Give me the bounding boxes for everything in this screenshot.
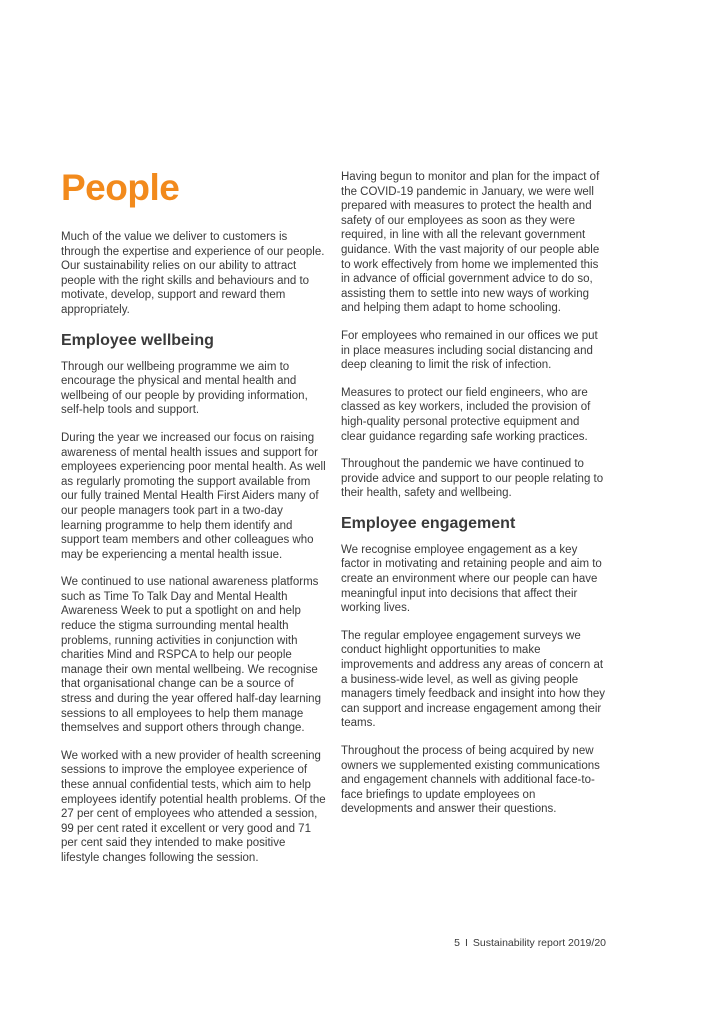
body-paragraph: For employees who remained in our offices we put in place measures including social distancing and deep cleaning to limit the risk of infection.	[341, 329, 598, 372]
body-paragraph: During the year we increased our focus on raising awareness of mental health issues and support for employees experiencing poor mental health. As well as regularly promoting the support available from our fully trained Mental Health First Aiders many of our people managers took part in a two-day learning programme to help them identify and support team members and other colleagues who may be experiencing a mental health issue.	[61, 431, 326, 561]
body-paragraph: The regular employee engagement surveys we conduct highlight opportunities to make improvements and address any areas of concern at a business-wide level, as well as giving people managers timely feedback and insight into how they can support and increase engagement among their teams.	[341, 629, 606, 730]
body-paragraph: Measures to protect our field engineers, who are classed as key workers, included the provision of high-quality personal protective equipment and clear guidance regarding safe working practices.	[341, 386, 591, 443]
page-title: People	[61, 167, 180, 208]
body-paragraph: Throughout the process of being acquired by new owners we supplemented existing communications and engagement channels with additional face-to-face briefings to update employees on developments and answer their questions.	[341, 745, 600, 816]
body-paragraph: We continued to use national awareness platforms such as Time To Talk Day and Mental Health Awareness Week to put a spotlight on and help reduce the stigma surrounding mental health problems, running activities in conjunction with charities Mind and RSPCA to help our people manage their own mental wellbeing. We recognise that organisational change can be a source of stress and during the year offered half-day learning sessions to all employees to help them manage themselves and support others through change.	[61, 576, 321, 735]
left-column	[61, 168, 326, 879]
footer-separator: I	[464, 937, 468, 949]
intro-paragraph: Much of the value we deliver to customers is through the expertise and experience of our people. Our sustainability relies on our ability to attract people with the right skills and behaviours and to motivate, develop, support and reward them appropriately.	[61, 231, 325, 316]
body-paragraph: Through our wellbeing programme we aim to encourage the physical and mental health and wellbeing of our people by providing information, self-help tools and support.	[61, 360, 308, 417]
section-heading-wellbeing: Employee wellbeing	[61, 331, 214, 349]
section-heading-engagement: Employee engagement	[341, 514, 516, 532]
report-title: Sustainability report 2019/20	[472, 937, 606, 949]
body-paragraph: We worked with a new provider of health screening sessions to improve the employee experience of these annual confidential tests, which aim to help employees identify potential health problems. Of the 27 per cent of employees who attended a session, 99 per cent rated it excellent or very good and 71 per cent said they intended to make positive lifestyle changes following the session.	[61, 749, 326, 864]
body-paragraph: Throughout the pandemic we have continued to provide advice and support to our people relating to their health, safety and wellbeing.	[341, 458, 604, 500]
page-footer	[454, 936, 606, 950]
body-paragraph: We recognise employee engagement as a key factor in motivating and retaining people and aim to create an environment where our people can have meaningful input into decisions that affect their working lives.	[341, 543, 602, 615]
body-paragraph: Having begun to monitor and plan for the impact of the COVID-19 pandemic in January, we were well prepared with measures to protect the health and safety of our employees as soon as they were required, in line with all the relevant government guidance. With the vast majority of our people able to work effectively from home we implemented this in advance of official government advice to do so, assisting them to settle into new ways of working and helping them adapt to home schooling.	[341, 171, 600, 315]
right-column	[341, 170, 606, 830]
page-number: 5	[454, 937, 460, 949]
